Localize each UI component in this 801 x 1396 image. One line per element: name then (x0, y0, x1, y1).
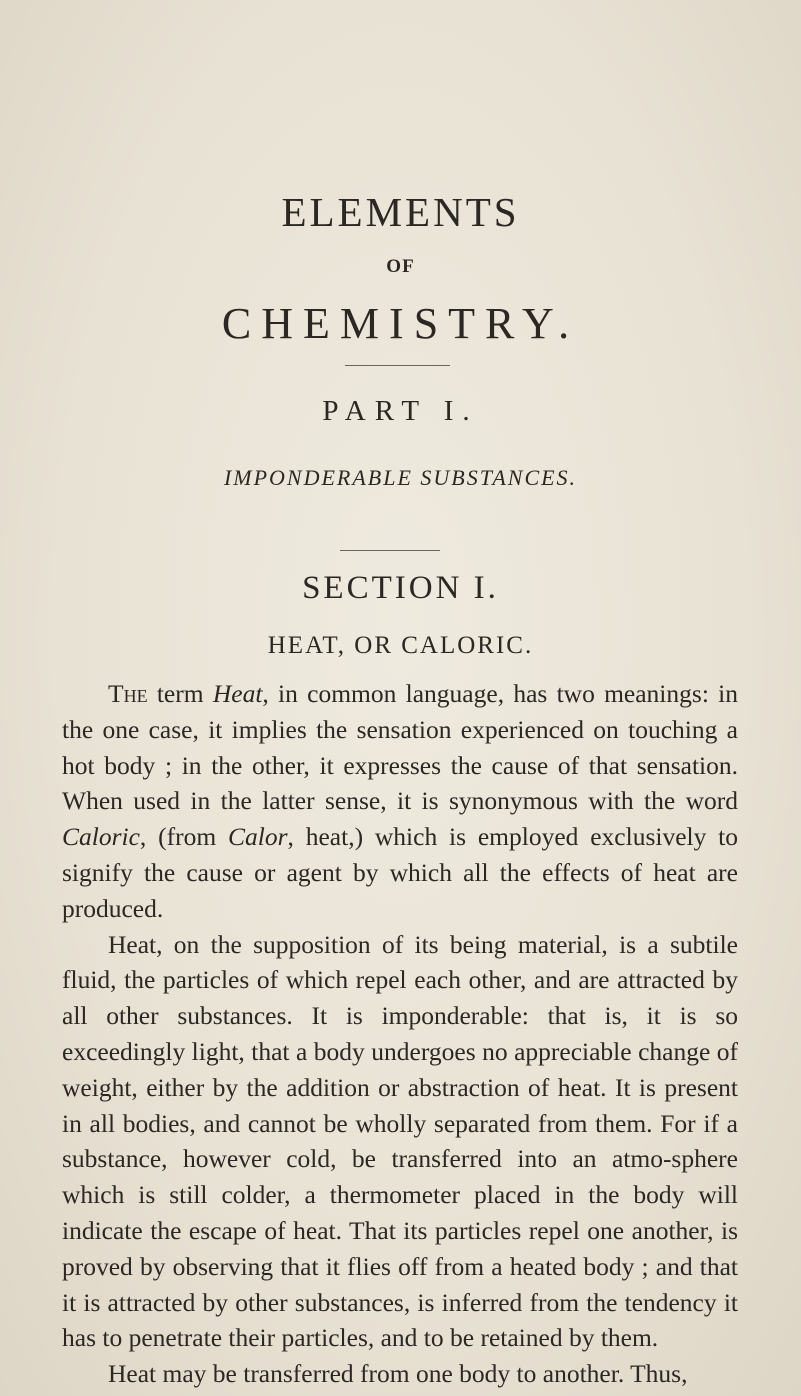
body-text (62, 676, 738, 1392)
italic-term: Heat (212, 679, 263, 708)
paragraph-lead-word: The (108, 679, 148, 708)
section-heading: SECTION I. (302, 570, 499, 606)
paragraph (62, 676, 738, 927)
divider-rule (340, 550, 440, 551)
part-heading: PART I. (322, 395, 479, 427)
divider-rule (345, 365, 450, 366)
section-title: HEAT, OR CALORIC. (267, 632, 534, 659)
paragraph: Heat may be transferred from one body to another. Thus, (108, 1359, 688, 1389)
text-run: , (from (139, 822, 228, 852)
title-connector: OF (386, 256, 415, 277)
italic-term: Calor (228, 822, 288, 852)
book-subject: CHEMISTRY. (221, 299, 580, 348)
part-subtitle: IMPONDERABLE SUBSTANCES. (223, 465, 578, 490)
book-title: ELEMENTS (281, 189, 520, 235)
text-run: term (147, 679, 213, 708)
italic-term: Caloric (62, 822, 140, 852)
text-run: , in common language, has two meanings: in the one case, it implies the sensation experienced on touching a hot body ; in the other, it expresses the cause of that sensation. When used in the latter sense, it is synonymous with the word (62, 679, 738, 816)
paragraph: Heat, on the supposition of its being material, is a subtile fluid, the particles of which repel each other, and are attracted by all other substances. It is imponderable: that is, it is so exceedingly light, that a body undergoes no appreciable change of weight, either by the addition or abstraction of heat. It is present in all bodies, and cannot be wholly separated from them. For if a substance, however cold, be transferred into an atmo-sphere which is still colder, a thermometer placed in the body will indicate the escape of heat. That its particles repel one another, is proved by observing that it flies off from a heated body ; and that it is attracted by other substances, is inferred from the tendency it has to penetrate their particles, and to be retained by them. (62, 929, 738, 1353)
text-run: , heat,) which is employed exclusively to signify the cause or agent by which all the effects of heat are produced. (62, 822, 739, 923)
